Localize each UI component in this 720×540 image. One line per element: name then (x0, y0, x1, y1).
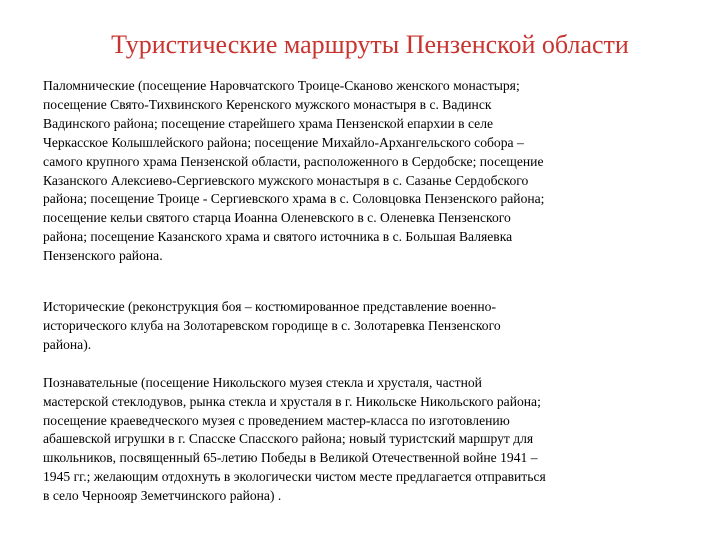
text-line: посещение Свято-Тихвинского Керенского мужского монастыря в с. Вадинск (43, 96, 492, 112)
text-line: посещение краеведческого музея с проведением мастер-класса по изготовлению (43, 412, 510, 428)
slide-title: Туристические маршруты Пензенской области (111, 30, 629, 59)
text-line: Казанского Алексиево-Сергиевского мужского монастыря в с. Сазанье Сердобского (43, 172, 529, 188)
text-line: района; посещение Троице - Сергиевского храма в с. Соловцовка Пензенского района; (43, 191, 545, 207)
slide-body (43, 77, 683, 506)
text-line: Исторические (реконструкция боя – костюмированное представление военно- (43, 299, 496, 314)
text-line: исторического клуба на Золотаревском городище в с. Золотаревка Пензенского (43, 317, 501, 333)
text-line: абашевской игрушки в г. Спасске Спасского района; новый туристский маршрут для (43, 431, 534, 447)
text-line: в село Черноояр Земетчинского района) . (43, 488, 282, 504)
text-line: Вадинского района; посещение старейшего храма Пензенской епархии в селе (43, 115, 494, 131)
text-line: Пензенского района. (43, 248, 163, 264)
text-line: школьников, посвященный 65-летию Победы в Великой Отечественной войне 1941 – (43, 450, 538, 466)
paragraph-pilgrimage (43, 77, 683, 277)
paragraph-historical (43, 298, 683, 355)
text-line: Паломнические (посещение Наровчатского Троице-Сканово женского монастыря; (43, 78, 520, 93)
text-line: района; посещение Казанского храма и святого источника в с. Большая Валяевка (43, 229, 513, 245)
text-line: посещение кельи святого старца Иоанна Оленевского в с. Оленевка Пензенского (43, 210, 511, 226)
text-line: 1945 гг.; желающим отдохнуть в экологически чистом месте предлагается отправиться (43, 469, 546, 485)
text-line: мастерской стеклодувов, рынка стекла и хрусталя в г. Никольске Никольского района; (43, 393, 541, 409)
text-line: района). (43, 336, 92, 352)
text-line: Черкасское Колышлейского района; посещение Михайло-Архангельского собора – (43, 134, 524, 150)
text-line: самого крупного храма Пензенской области, расположенного в Сердобске; посещение (43, 153, 544, 169)
paragraph-educational (43, 374, 683, 506)
text-line: Познавательные (посещение Никольского музея стекла и хрусталя, частной (43, 374, 482, 390)
